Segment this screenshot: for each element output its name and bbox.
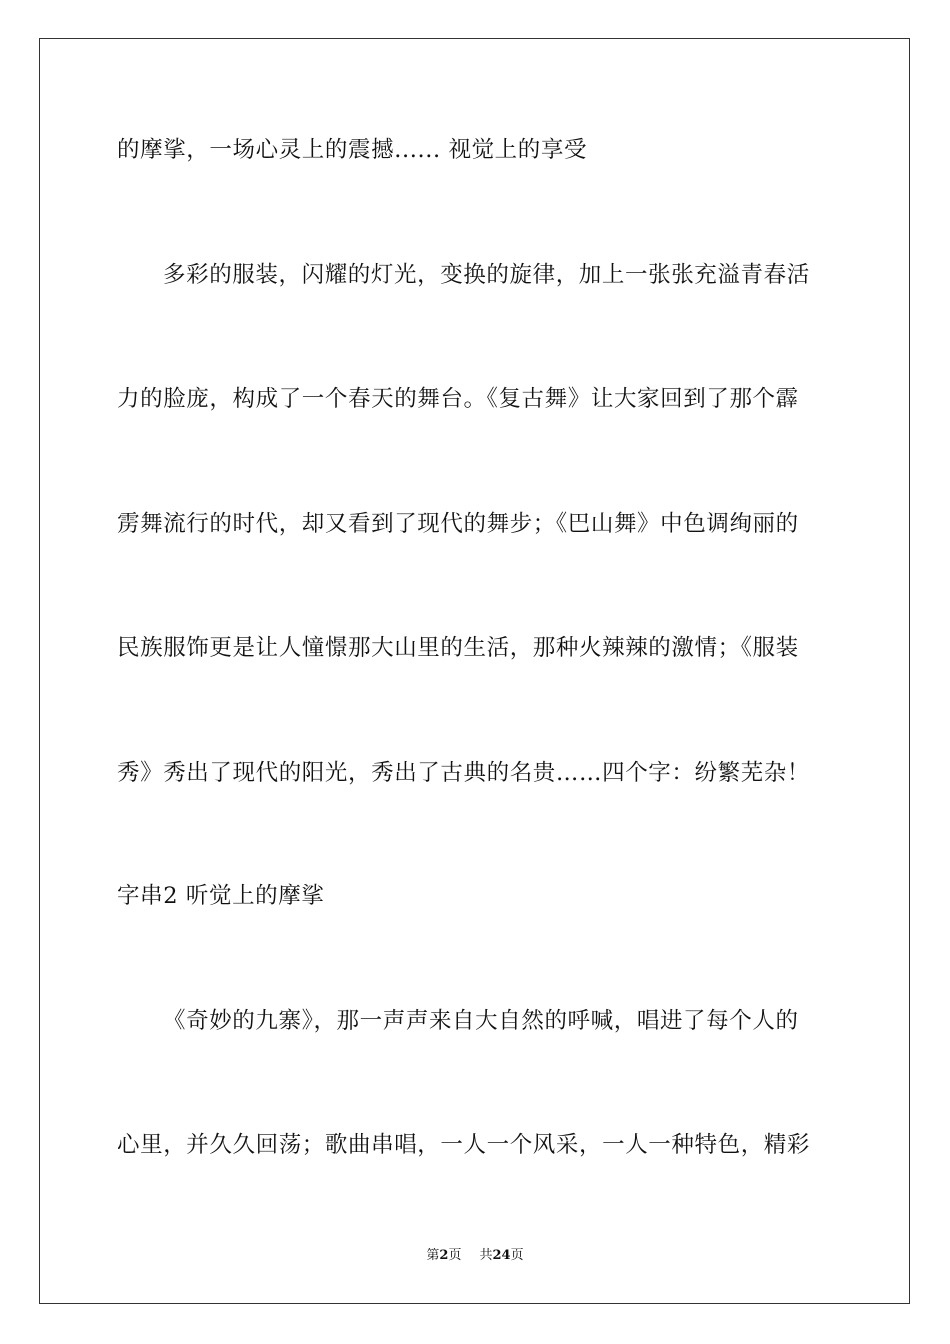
page-label-prefix: 第 [426,1248,440,1263]
text-line-2: 多彩的服装，闪耀的灯光，变换的旋律，加上一张张充溢青春活 [163,262,810,288]
text-line-8: 心里，并久久回荡；歌曲串唱，一人一个风采，一人一种特色，精彩 [117,1132,811,1158]
text-line-4: 雳舞流行的时代，却又看到了现代的舞步；《巴山舞》中色调绚丽的 [117,511,799,537]
total-label-prefix: 共 [479,1248,493,1263]
section-heading: 字串2 听觉上的摩挲 [117,883,325,909]
page-label-suffix: 页 [448,1248,462,1263]
page-number: 2 [439,1248,449,1263]
text-line-3: 力的脸庞，构成了一个春天的舞台。《复古舞》让大家回到了那个霹 [117,386,799,412]
text-line-1: 的摩挲，一场心灵上的震撼...... 视觉上的享受 [117,137,588,163]
total-label-suffix: 页 [510,1248,524,1263]
page-border [39,38,910,1304]
text-line-5: 民族服饰更是让人憧憬那大山里的生活，那种火辣辣的激情；《服装 [117,635,799,661]
page-footer [0,1246,950,1266]
text-line-6: 秀》秀出了现代的阳光，秀出了古典的名贵……四个字：纷繁芜杂！ [117,760,811,786]
total-pages: 24 [492,1248,511,1263]
text-line-7: 《奇妙的九寨》，那一声声来自大自然的呼喊，唱进了每个人的 [163,1008,799,1034]
